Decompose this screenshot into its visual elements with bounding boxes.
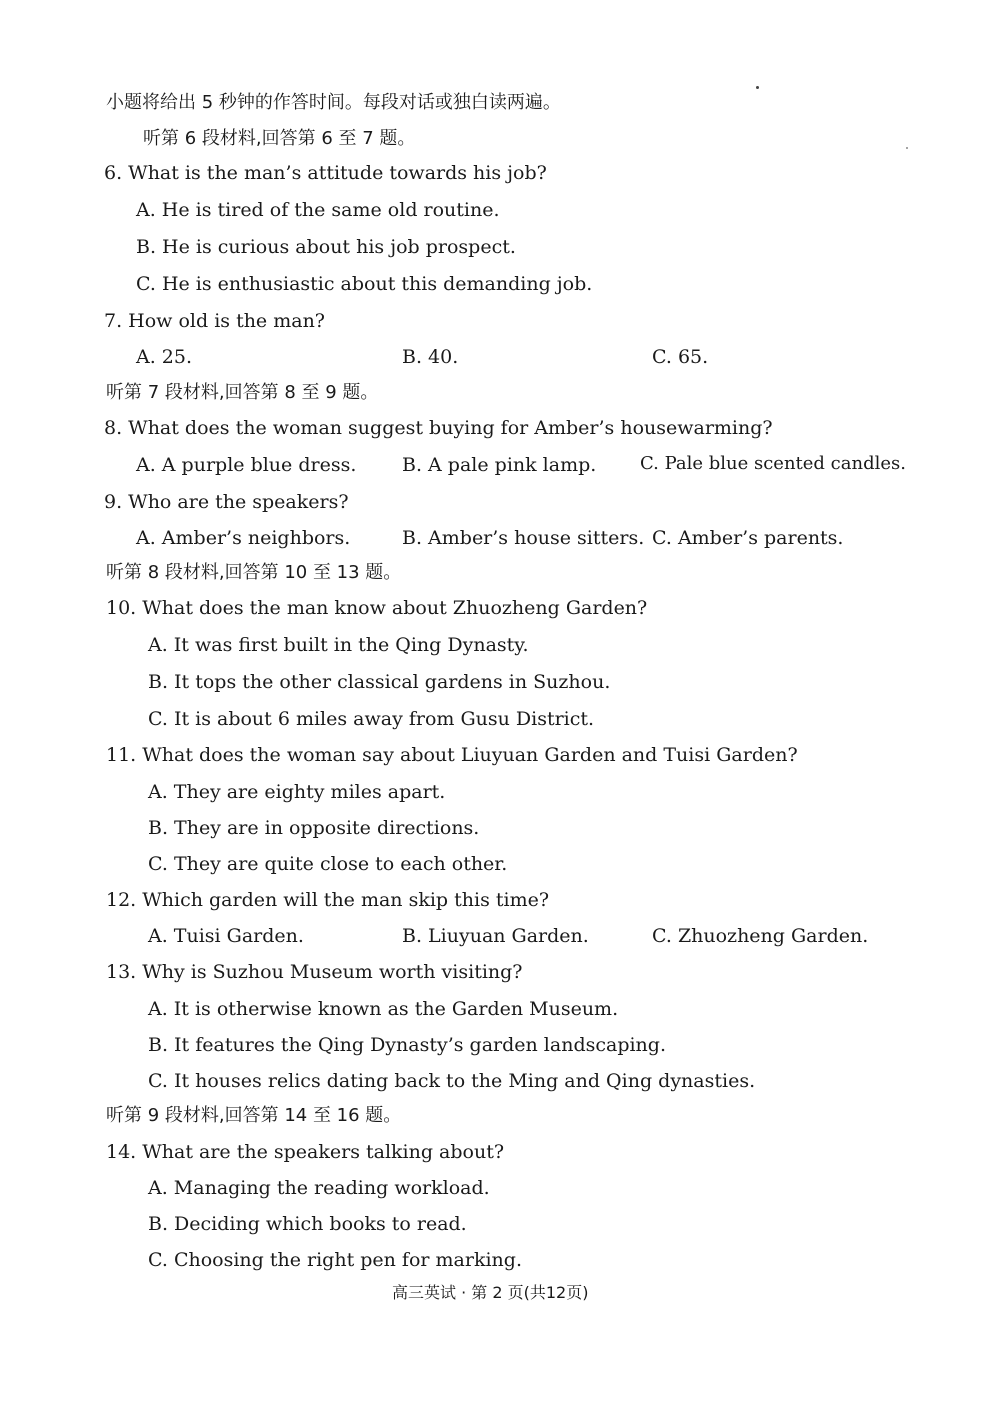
question-6-option-c: C. He is enthusiastic about this demanding job.: [136, 273, 593, 295]
question-14-option-b: B. Deciding which books to read.: [148, 1213, 467, 1235]
question-13-option-b: B. It features the Qing Dynasty’s garden landscaping.: [148, 1034, 667, 1056]
question-12-stem: 12. Which garden will the man skip this time?: [106, 889, 550, 911]
question-12-option-c: C. Zhuozheng Garden.: [652, 925, 869, 947]
section-8-heading: 听第 8 段材料,回答第 10 至 13 题。: [106, 562, 402, 583]
question-10-stem: 10. What does the man know about Zhuozheng Garden?: [106, 597, 648, 619]
question-14-option-c: C. Choosing the right pen for marking.: [148, 1249, 522, 1271]
question-12-option-a: A. Tuisi Garden.: [148, 925, 304, 947]
question-13-option-a: A. It is otherwise known as the Garden Museum.: [148, 998, 619, 1020]
question-13-stem: 13. Why is Suzhou Museum worth visiting?: [106, 961, 523, 983]
question-7-option-c: C. 65.: [652, 346, 709, 368]
question-7-stem: 7. How old is the man?: [104, 310, 325, 332]
question-7-option-b: B. 40.: [402, 346, 459, 368]
question-11-option-a: A. They are eighty miles apart.: [148, 781, 446, 803]
question-11-stem: 11. What does the woman say about Liuyuan Garden and Tuisi Garden?: [106, 744, 798, 766]
question-10-option-c: C. It is about 6 miles away from Gusu District.: [148, 708, 595, 730]
question-8-stem: 8. What does the woman suggest buying for Amber’s housewarming?: [104, 417, 773, 439]
question-14-option-a: A. Managing the reading workload.: [148, 1177, 490, 1199]
question-8-option-b: B. A pale pink lamp.: [402, 454, 597, 476]
question-10-option-a: A. It was first built in the Qing Dynasty.: [148, 634, 529, 656]
question-11-option-b: B. They are in opposite directions.: [148, 817, 480, 839]
section-7-heading: 听第 7 段材料,回答第 8 至 9 题。: [106, 382, 379, 403]
question-7-option-a: A. 25.: [136, 346, 193, 368]
question-9-option-a: A. Amber’s neighbors.: [136, 527, 351, 549]
section-9-heading: 听第 9 段材料,回答第 14 至 16 题。: [106, 1105, 402, 1126]
question-6-option-a: A. He is tired of the same old routine.: [136, 199, 500, 221]
scan-speck: [756, 86, 759, 89]
question-6-option-b: B. He is curious about his job prospect.: [136, 236, 516, 258]
scan-speck: [906, 147, 908, 149]
question-12-option-b: B. Liuyuan Garden.: [402, 925, 589, 947]
question-9-option-c: C. Amber’s parents.: [652, 527, 844, 549]
question-11-option-c: C. They are quite close to each other.: [148, 853, 508, 875]
question-9-stem: 9. Who are the speakers?: [104, 491, 349, 513]
question-13-option-c: C. It houses relics dating back to the Ming and Qing dynasties.: [148, 1070, 756, 1092]
instruction-line: 小题将给出 5 秒钟的作答时间。每段对话或独白读两遍。: [106, 92, 561, 113]
section-6-heading: 听第 6 段材料,回答第 6 至 7 题。: [143, 128, 416, 149]
question-10-option-b: B. It tops the other classical gardens in Suzhou.: [148, 671, 611, 693]
question-14-stem: 14. What are the speakers talking about?: [106, 1141, 505, 1163]
question-8-option-a: A. A purple blue dress.: [136, 454, 357, 476]
question-9-option-b: B. Amber’s house sitters.: [402, 527, 645, 549]
question-8-option-c: C. Pale blue scented candles.: [640, 453, 906, 474]
page-footer: 高三英试 · 第 2 页(共12页): [392, 1283, 589, 1302]
question-6-stem: 6. What is the man’s attitude towards his job?: [104, 162, 547, 184]
